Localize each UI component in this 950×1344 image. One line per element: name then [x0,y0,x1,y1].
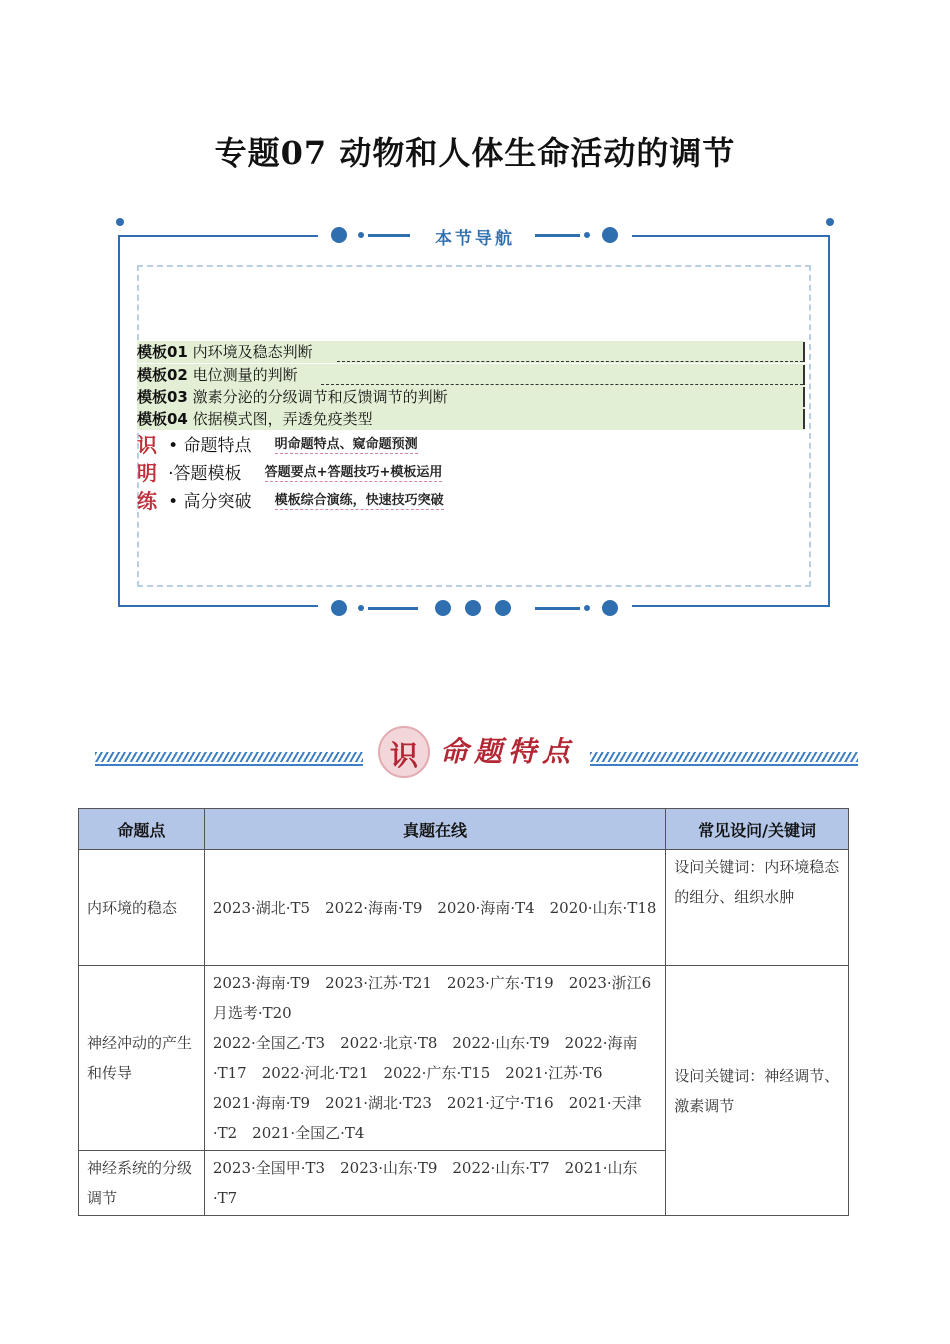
column-header: 真题在线 [204,809,665,850]
menu-label: ·答题模板 [168,464,242,484]
template-text: 依据模式图，弄透免疫类型 [192,410,373,428]
point-cell: 内环境的稳态 [79,850,205,966]
template-link-04[interactable] [137,408,805,430]
questions-cell: 2023·海南·T9 2023·江苏·T21 2023·广东·T19 2023·浙江6月选考·T20 2022·全国乙·T3 2022·北京·T8 2022·山东·T9 2022·海南·T17 2022·河北·T21 2022·广东·T15 2021·江苏·T6 2021·海南·T9 2021·湖北·T23 2021·辽宁·T16 2021·天津·T2 2021·全国乙·T4 [204,966,665,1151]
banner-line [590,764,858,766]
badge-char: 识 [389,739,418,772]
table-row [79,850,849,966]
table-row [79,966,849,1151]
hatch-decoration [95,752,363,762]
questions-cell: 2023·湖北·T5 2022·海南·T9 2020·海南·T4 2020·山东·T18 [204,850,665,966]
menu-desc: 答题要点+答题技巧+模板运用 [265,461,443,482]
ornament-dot-icon [495,600,511,616]
shi-badge-icon [378,726,430,778]
template-code: 模板03 [137,388,188,406]
column-header: 常见设问/关键词 [666,809,849,850]
keywords-cell: 设问关键词：内环境稳态的组分、组织水肿 [666,850,849,966]
row-end-bar [803,409,805,429]
template-link-02[interactable] [137,364,805,386]
point-cell: 神经冲动的产生和传导 [79,966,205,1151]
ornament-line [535,234,580,237]
lian-character-icon: 练 [137,489,157,513]
corner-dot-icon [826,218,834,226]
ornament-dot-icon [465,600,481,616]
questions-cell: 2023·全国甲·T3 2023·山东·T9 2022·山东·T7 2021·山东·T7 [204,1151,665,1216]
menu-label: • 命题特点 [168,436,252,456]
ornament-dot-icon [358,605,364,611]
ornament-dot-icon [435,600,451,616]
row-end-bar [803,365,805,385]
template-text: 电位测量的判断 [192,366,298,384]
ming-character-icon: 明 [137,461,157,485]
ornament-dot-icon [602,227,618,243]
row-end-bar [803,387,805,407]
template-code: 模板02 [137,366,188,384]
template-text: 激素分泌的分级调节和反馈调节的判断 [192,388,448,406]
menu-item-templates[interactable] [137,457,442,483]
dotted-leader [337,341,803,362]
menu-label: • 高分突破 [168,492,252,512]
corner-dot-icon [116,218,124,226]
point-cell: 神经系统的分级调节 [79,1151,205,1216]
keywords-cell: 设问关键词：神经调节、激素调节 [666,966,849,1216]
ornament-dot-icon [331,600,347,616]
section-title: 命题特点 [440,735,577,768]
column-header: 命题点 [79,809,205,850]
ornament-dot-icon [602,600,618,616]
dotted-leader [321,364,803,385]
page-title: 专题07 动物和人体生命活动的调节 [214,134,736,172]
question-table [78,808,849,1216]
ornament-line [535,607,580,610]
menu-desc: 明命题特点、窥命题预测 [275,433,418,454]
template-link-03[interactable] [137,386,805,408]
template-code: 模板01 [137,343,188,361]
ornament-dot-icon [331,227,347,243]
template-text: 内环境及稳态判断 [192,343,313,361]
ornament-dot-icon [358,232,364,238]
template-code: 模板04 [137,410,188,428]
banner-line [95,764,363,766]
shi-character-icon: 识 [137,433,157,457]
ornament-line [368,607,418,610]
template-link-01[interactable] [137,341,805,363]
hatch-decoration [590,752,858,762]
row-end-bar [803,342,805,362]
ornament-dot-icon [584,232,590,238]
menu-item-features[interactable] [137,429,418,455]
ornament-line [368,234,410,237]
ornament-dot-icon [584,605,590,611]
menu-item-practice[interactable] [137,485,444,511]
table-header-row [79,809,849,850]
menu-desc: 模板综合演练，快速技巧突破 [275,489,444,510]
nav-heading: 本节导航 [435,229,515,249]
